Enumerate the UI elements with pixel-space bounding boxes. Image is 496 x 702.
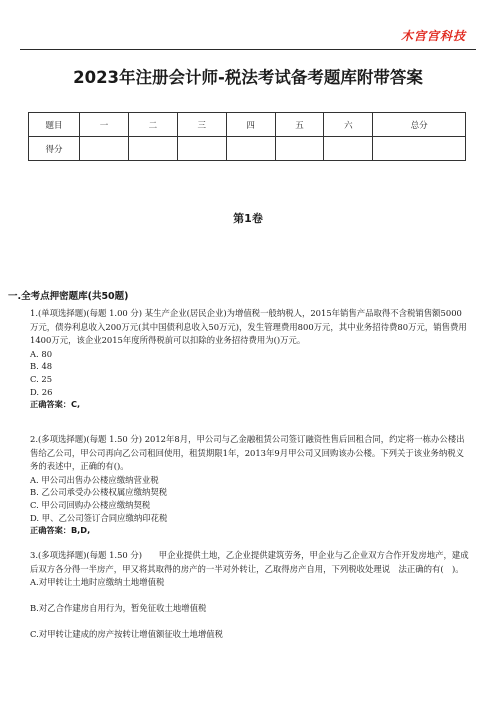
section-heading: 一.全考点押密题库(共50题) xyxy=(8,291,129,302)
table-cell: 一 xyxy=(80,113,129,137)
score-input-cell[interactable] xyxy=(373,137,466,161)
option-d: D. 26 xyxy=(30,386,53,397)
score-table xyxy=(28,112,466,161)
score-input-cell[interactable] xyxy=(80,137,129,161)
page-title: 2023年注册会计师-税法考试备考题库附带答案 xyxy=(73,68,423,87)
table-cell: 得分 xyxy=(29,137,80,161)
volume-heading: 第1卷 xyxy=(233,212,263,225)
option-b: B. 48 xyxy=(30,361,53,372)
option-d: D. 甲、乙公司签订合同应缴纳印花税 xyxy=(30,512,168,523)
option-a: A. 80 xyxy=(30,348,53,359)
question-3 xyxy=(30,549,470,641)
score-input-cell[interactable] xyxy=(128,137,177,161)
option-c: C.对甲转让建成的房产按转让增值额征收土地增值税 xyxy=(30,629,224,640)
option-b: B.对乙合作建房自用行为，暂免征收土地增值税 xyxy=(30,603,207,614)
brand-logo: 木宫宫科技 xyxy=(400,29,466,43)
score-input-cell[interactable] xyxy=(177,137,226,161)
option-b: B. 乙公司承受办公楼权属应缴纳契税 xyxy=(30,487,168,498)
question-stem: 3.(多项选择题)(每题 1.50 分) 甲企业提供土地，乙企业提供建筑劳务，甲企业与乙企业双方合作开发房地产，建成后双方各分得一半房产，甲又将其取得的房产的一半对外转让，乙取得房产自用，下列税收处理说 法正确的有( )。 xyxy=(30,550,469,574)
score-input-cell[interactable] xyxy=(324,137,373,161)
option-a: A.对甲转让土地时应缴纳土地增值税 xyxy=(30,577,165,588)
answer-label: 正确答案：B,D, xyxy=(30,525,91,536)
table-cell: 五 xyxy=(275,113,324,137)
table-cell: 二 xyxy=(128,113,177,137)
score-input-cell[interactable] xyxy=(226,137,275,161)
score-table-score-row xyxy=(29,137,466,161)
header-divider xyxy=(20,49,476,50)
score-table-header-row xyxy=(29,113,466,137)
table-cell: 四 xyxy=(226,113,275,137)
table-cell: 六 xyxy=(324,113,373,137)
table-cell: 三 xyxy=(177,113,226,137)
question-1 xyxy=(30,307,470,412)
answer-label: 正确答案：C, xyxy=(30,399,81,410)
option-c: C. 25 xyxy=(30,373,53,384)
table-cell: 总分 xyxy=(373,113,466,137)
option-a: A. 甲公司出售办公楼应缴纳营业税 xyxy=(30,474,159,485)
question-2 xyxy=(30,433,470,538)
question-stem: 2.(多项选择题)(每题 1.50 分) 2012年8月，甲公司与乙金融租赁公司签订融资性售后回租合同，约定将一栋办公楼出售给乙公司，甲公司再向乙公司租回使用，租赁期限1年，2013年9月甲公司又回购该办公楼。下列关于该业务纳税义务的表述中，正确的有()。 xyxy=(30,434,465,472)
score-input-cell[interactable] xyxy=(275,137,324,161)
question-stem: 1.(单项选择题)(每题 1.00 分) 某生产企业(居民企业)为增值税一般纳税人，2015年销售产品取得不含税销售额5000万元，债券利息收入200万元(其中国债利息收入50万元)，发生管理费用800万元，其中业务招待费80万元，销售费用1400万元，该企业2015年度所得税前可以扣除的业务招待费用为()万元。 xyxy=(30,308,467,346)
table-cell: 题目 xyxy=(29,113,80,137)
option-c: C. 甲公司回购办公楼应缴纳契税 xyxy=(30,499,151,510)
